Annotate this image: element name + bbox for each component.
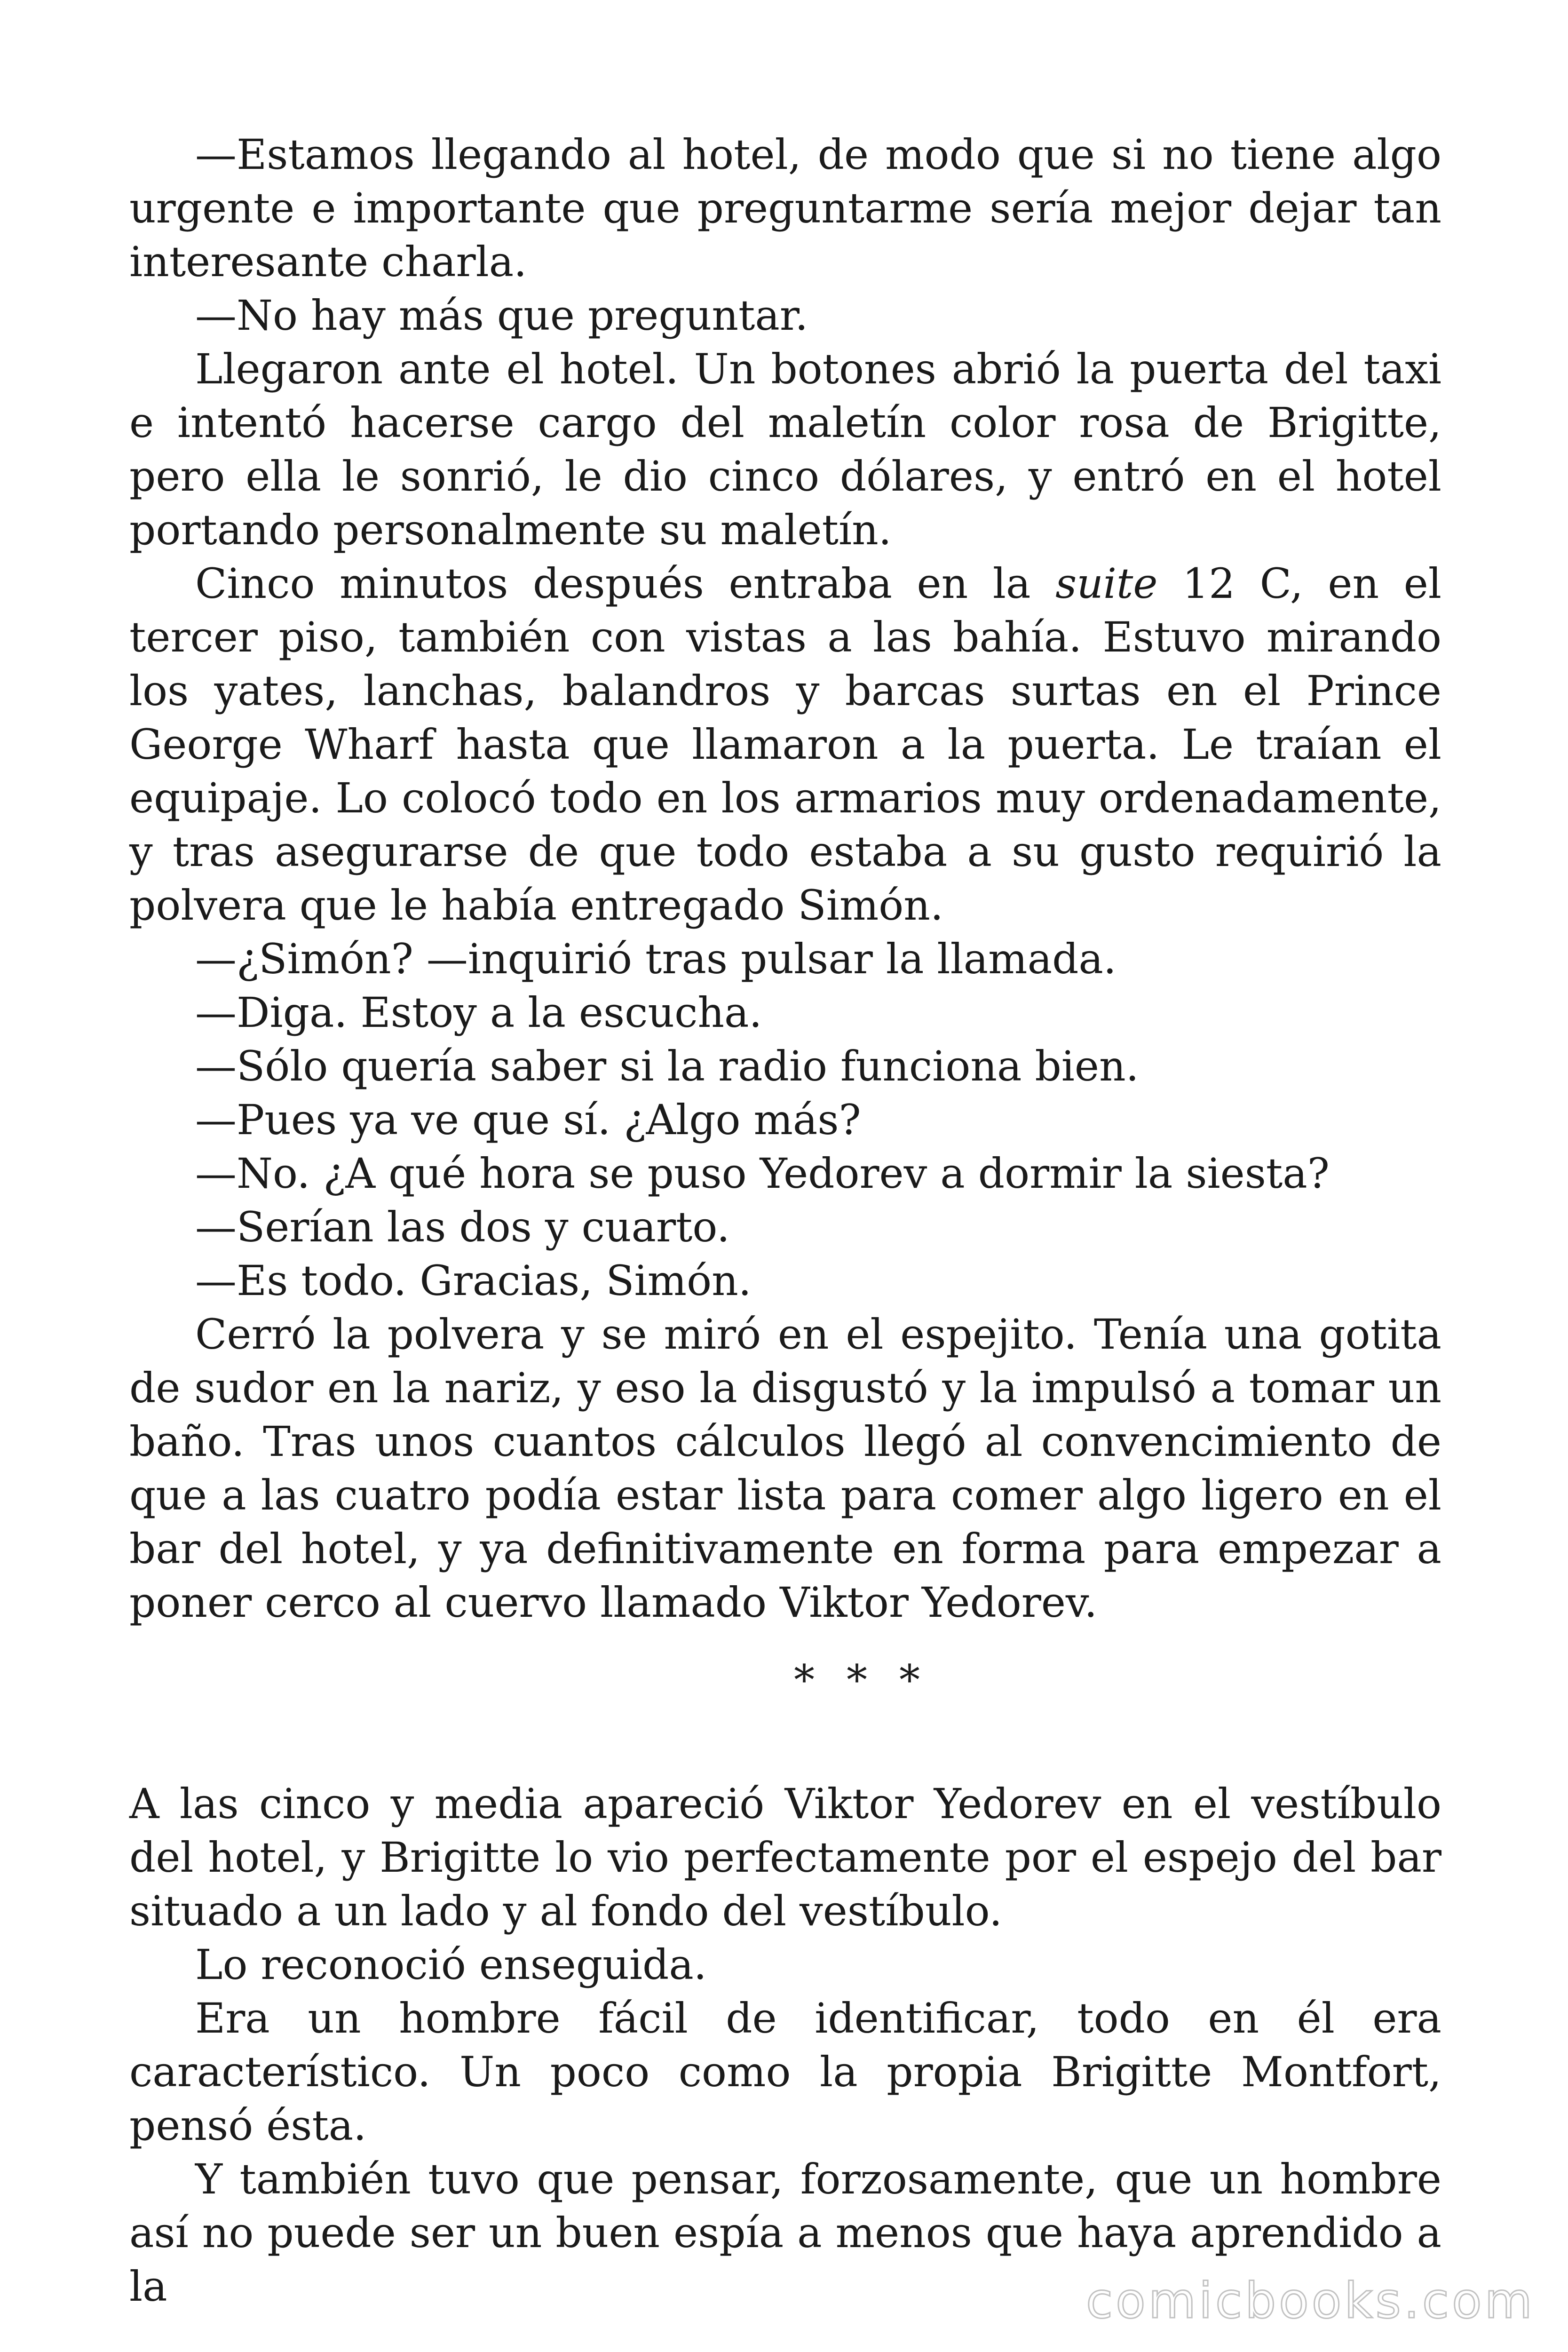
paragraph: —Pues ya ve que sí. ¿Algo más? bbox=[195, 1096, 861, 1144]
italic-word: suite bbox=[1055, 559, 1158, 608]
paragraph: —No. ¿A qué hora se puso Yedorev a dormir la siesta? bbox=[195, 1149, 1330, 1198]
paragraph: —Diga. Estoy a la escucha. bbox=[195, 988, 762, 1037]
paragraph-text: 12 C, en el tercer piso, también con vistas a las bahía. Estuvo mirando los yates, lanchas, balandros y barcas surtas en el Prince George Wharf hasta que llamaron a la puerta. Le traían el equipaje. Lo colocó todo en los armarios muy ordenadamente, y tras asegurarse de que todo estaba a su gusto requirió la polvera que le había entregado Simón. bbox=[129, 559, 1442, 930]
paragraph-text: Cinco minutos después entraba en la bbox=[195, 559, 1056, 608]
paragraph: Cerró la polvera y se miró en el espejito. Tenía una gotita de sudor en la nariz, y eso la disgustó y la impulsó a tomar un baño. Tras unos cuantos cálculos llegó al convencimiento de que a las cuatro podía estar lista para comer algo ligero en el bar del hotel, y ya definitivamente en forma para empezar a poner cerco al cuervo llamado Viktor Yedorev. bbox=[129, 1310, 1441, 1627]
paragraph: —Es todo. Gracias, Simón. bbox=[195, 1256, 752, 1305]
paragraph: Llegaron ante el hotel. Un botones abrió la puerta del taxi e intentó hacerse cargo del maletín color rosa de Brigitte, pero ella le sonrió, le dio cinco dólares, y entró en el hotel portando personalmente su maletín. bbox=[129, 345, 1441, 554]
paragraph: —Sólo quería saber si la radio funciona bien. bbox=[195, 1042, 1139, 1090]
paragraph: Lo reconoció enseguida. bbox=[195, 1940, 707, 1989]
paragraph: Y también tuvo que pensar, forzosamente, que un hombre así no puede ser un buen espía a menos que haya aprendido a la bbox=[129, 2155, 1441, 2311]
watermark: comicbooks.com bbox=[1085, 2272, 1535, 2329]
scene-break: * * * bbox=[794, 1656, 929, 1704]
paragraph: A las cinco y media apareció Viktor Yedorev en el vestíbulo del hotel, y Brigitte lo vio perfectamente por el espejo del bar situado a un lado y al fondo del vestíbulo. bbox=[129, 1780, 1441, 1935]
paragraph: Era un hombre fácil de identificar, todo en él era característico. Un poco como la propia Brigitte Montfort, pensó ésta. bbox=[129, 1994, 1441, 2150]
paragraph: —No hay más que preguntar. bbox=[195, 291, 808, 340]
paragraph: —¿Simón? —inquirió tras pulsar la llamada. bbox=[195, 935, 1117, 983]
text-section-top bbox=[129, 128, 1441, 1629]
text-section-bottom bbox=[129, 1777, 1441, 2313]
paragraph: —Estamos llegando al hotel, de modo que si no tiene algo urgente e importante que preguntarme sería mejor dejar tan interesante charla. bbox=[129, 130, 1441, 286]
paragraph: —Serían las dos y cuarto. bbox=[195, 1203, 730, 1251]
paragraph bbox=[129, 557, 1441, 932]
